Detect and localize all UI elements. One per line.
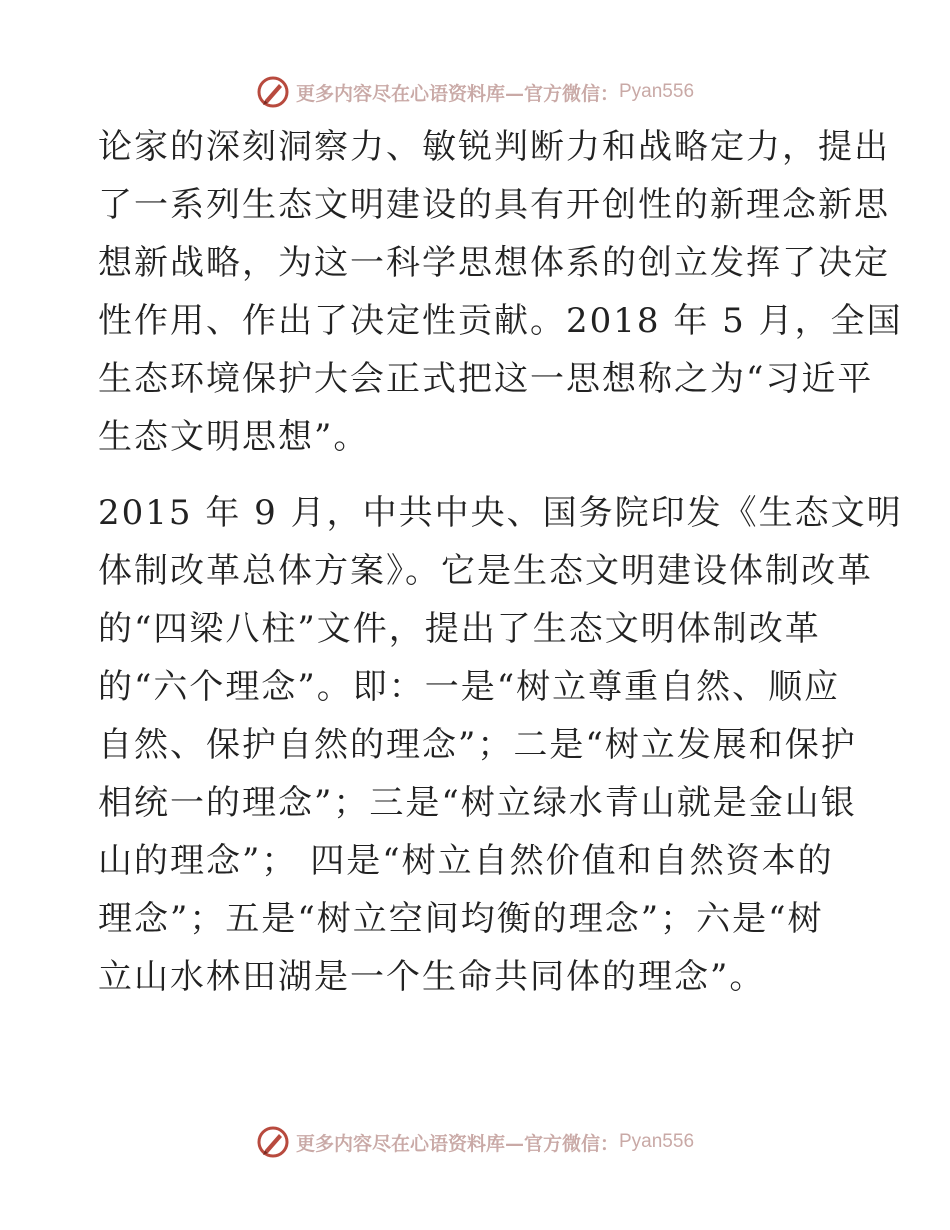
text-line: 体制改革总体方案》。它是生态文明建设体制改革	[98, 551, 873, 591]
text-line: 的“六个理念”。即：一是“树立尊重自然、顺应	[98, 667, 841, 707]
paragraph-2	[98, 484, 903, 1006]
paragraph-1	[98, 118, 903, 466]
text-line: 的“四梁八柱”文件，提出了生态文明体制改革	[98, 609, 821, 649]
watermark-text: 更多内容尽在心语资料库—官方微信：	[295, 1132, 619, 1155]
text-line: 性作用、作出了决定性贡献。2018 年 5 月，全国	[98, 301, 903, 341]
text-line: 论家的深刻洞察力、敏锐判断力和战略定力，提出	[98, 127, 890, 167]
text-line: 生态环境保护大会正式把这一思想称之为“习近平	[98, 359, 874, 399]
watermark-text: 更多内容尽在心语资料库—官方微信：	[295, 82, 619, 105]
text-line: 自然、保护自然的理念”；二是“树立发展和保护	[98, 725, 857, 765]
watermark-wechat-id: Pyan556	[619, 1131, 695, 1152]
watermark-wechat-id: Pyan556	[619, 81, 695, 102]
text-line: 想新战略，为这一科学思想体系的创立发挥了决定	[98, 243, 890, 283]
header-watermark	[0, 72, 950, 112]
text-line: 了一系列生态文明建设的具有开创性的新理念新思	[98, 185, 890, 225]
text-line: 山的理念”； 四是“树立自然价值和自然资本的	[98, 841, 834, 881]
pen-logo-icon	[256, 75, 290, 109]
text-line: 2015 年 9 月，中共中央、国务院印发《生态文明	[98, 493, 903, 533]
text-line: 相统一的理念”；三是“树立绿水青山就是金山银	[98, 783, 857, 823]
pen-logo-icon	[256, 1125, 290, 1159]
text-line: 生态文明思想”。	[98, 417, 370, 457]
text-line: 理念”；五是“树立空间均衡的理念”；六是“树	[98, 899, 824, 939]
footer-watermark	[0, 1122, 950, 1162]
text-line: 立山水林田湖是一个生命共同体的理念”。	[98, 957, 766, 997]
